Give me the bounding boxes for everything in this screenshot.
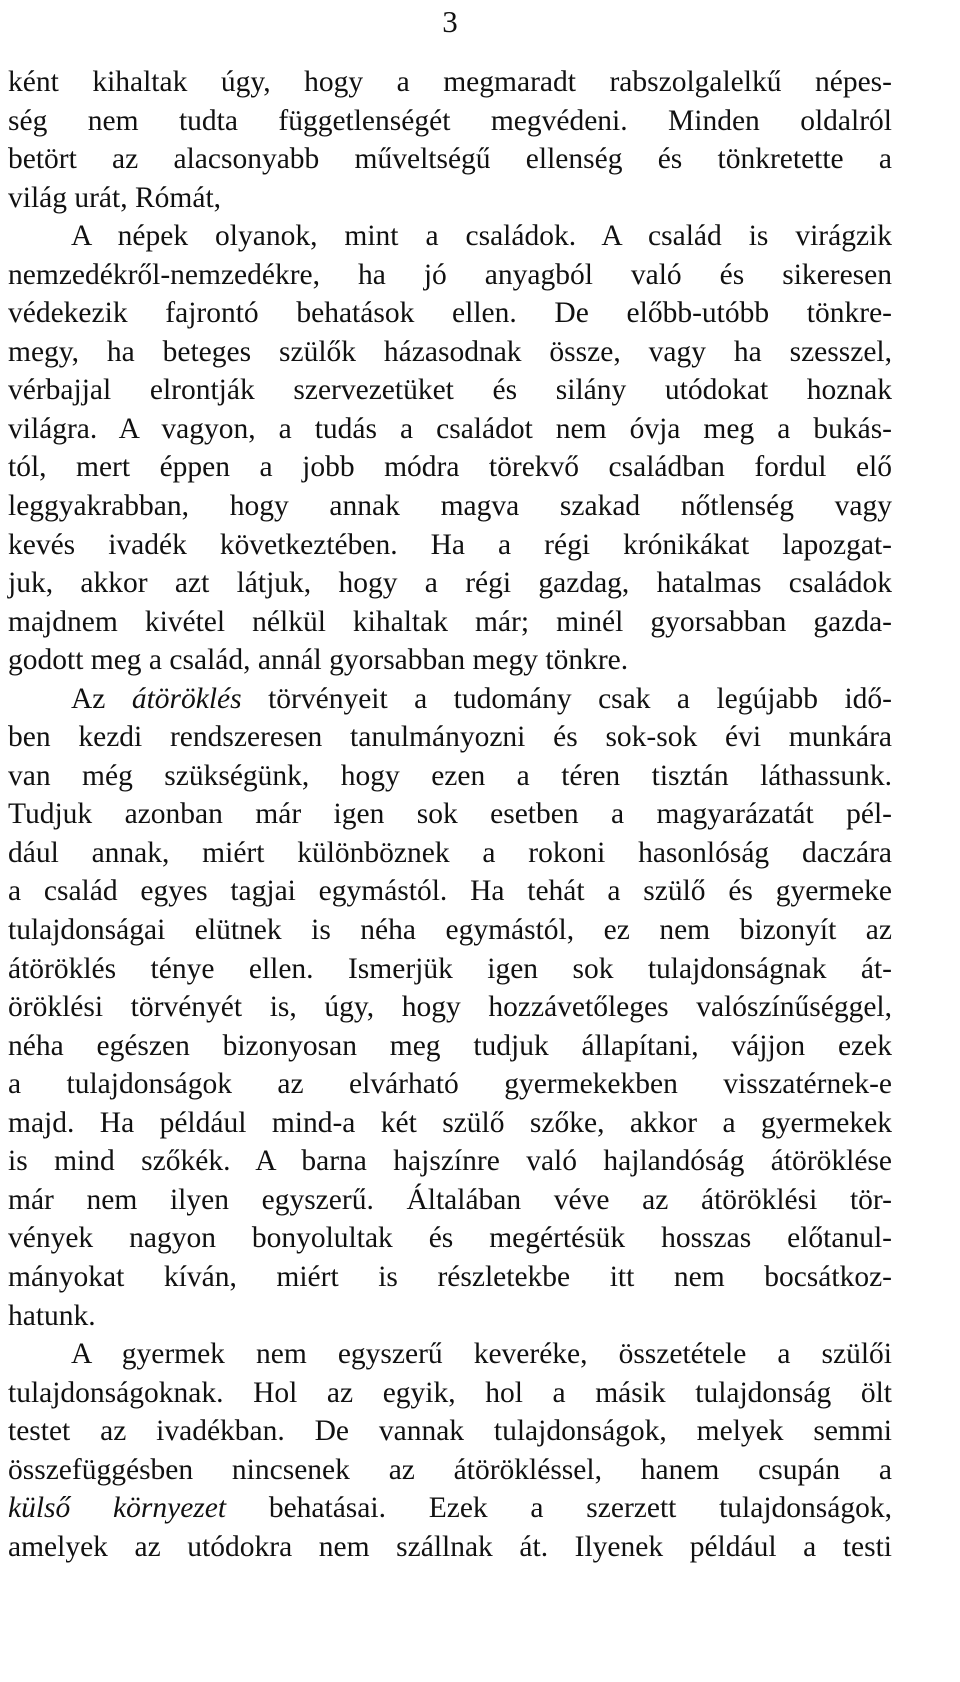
body-text	[8, 63, 892, 1566]
text-line: a tulajdonságok az elvárható gyermekekben visszatérnek-e	[8, 1068, 892, 1101]
text-line	[8, 680, 892, 719]
page-number: 3	[442, 4, 458, 39]
text-line: A népek olyanok, mint a családok. A család is virágzik	[71, 220, 892, 253]
text-line: leggyakrabban, hogy annak magva szakad nőtlenség vagy	[8, 490, 892, 523]
text-line	[8, 1489, 892, 1528]
emphasized-term: átöröklés	[131, 682, 242, 715]
text-segment: Az	[71, 682, 132, 715]
text-line: van még szükségünk, hogy ezen a téren tisztán láthassunk.	[8, 759, 892, 792]
text-line: hatunk.	[8, 1299, 96, 1332]
text-line: kevés ivadék következtében. Ha a régi krónikákat lapozgat-	[8, 528, 892, 561]
text-line: öröklési törvényét is, úgy, hogy hozzávetőleges valószínűséggel,	[8, 991, 892, 1024]
text-line: amelyek az utódokra nem szállnak át. Ilyenek például a testi	[8, 1530, 892, 1563]
text-line: összefüggésben nincsenek az átörökléssel, hanem csupán a	[8, 1453, 892, 1486]
emphasized-term: külső környezet	[8, 1492, 227, 1525]
text-line: majdnem kivétel nélkül kihaltak már; minél gyorsabban gazda-	[8, 605, 892, 638]
text-line: vérbajjal elrontják szervezetüket és silány utódokat hoznak	[8, 374, 892, 407]
text-line: világ urát, Rómát,	[8, 181, 222, 214]
text-line: világra. A vagyon, a tudás a családot nem óvja meg a bukás-	[8, 412, 892, 445]
text-line: néha egészen bizonyosan meg tudjuk állapítani, vájjon ezek	[8, 1029, 892, 1062]
text-line: mányokat kíván, miért is részletekbe itt nem bocsátkoz-	[8, 1260, 892, 1293]
text-line: átöröklés ténye ellen. Ismerjük igen sok tulajdonságnak át-	[8, 952, 892, 985]
text-line: Tudjuk azonban már igen sok esetben a magyarázatát pél-	[8, 798, 892, 831]
text-line: betört az alacsonyabb műveltségű ellenség és tönkretette a	[8, 143, 892, 176]
text-line: is mind szőkék. A barna hajszínre való hajlandóság átöröklése	[8, 1145, 892, 1178]
text-line: megy, ha beteges szülők házasodnak össze, vagy ha szesszel,	[8, 335, 892, 368]
text-line: a család egyes tagjai egymástól. Ha tehát a szülő és gyermeke	[8, 875, 892, 908]
text-line: testet az ivadékban. De vannak tulajdonságok, melyek semmi	[8, 1415, 892, 1448]
text-line: tulajdonságoknak. Hol az egyik, hol a másik tulajdonság ölt	[8, 1376, 892, 1409]
text-line: juk, akkor azt látjuk, hogy a régi gazdag, hatalmas családok	[8, 567, 892, 600]
text-line: már nem ilyen egyszerű. Általában véve az átöröklési tör-	[8, 1183, 892, 1216]
text-line: tól, mert éppen a jobb módra törekvő családban fordul elő	[8, 451, 892, 484]
text-line: ség nem tudta függetlenségét megvédeni. Minden oldalról	[8, 104, 892, 137]
text-line: dául annak, miért különböznek a rokoni hasonlóság daczára	[8, 836, 892, 869]
text-line: majd. Ha például mind-a két szülő szőke, akkor a gyermekek	[8, 1106, 892, 1139]
text-line: nemzedékről-nemzedékre, ha jó anyagból való és sikeresen	[8, 258, 892, 291]
text-line: ként kihaltak úgy, hogy a megmaradt rabszolgalelkű népes-	[8, 66, 892, 98]
text-line: godott meg a család, annál gyorsabban megy tönkre.	[8, 644, 629, 677]
text-line: ben kezdi rendszeresen tanulmányozni és sok-sok évi munkára	[8, 721, 892, 754]
text-line: vények nagyon bonyolultak és megértésük hosszas előtanul-	[8, 1222, 892, 1255]
text-line: A gyermek nem egyszerű keveréke, összetétele a szülői	[71, 1338, 892, 1371]
text-line: védekezik fajrontó behatások ellen. De előbb-utóbb tönkre-	[8, 297, 892, 330]
text-line: tulajdonságai elütnek is néha egymástól, ez nem bizonyít az	[8, 914, 892, 947]
text-segment: behatásai. Ezek a szerzett tulajdonságok,	[226, 1492, 892, 1525]
text-segment: törvényeit a tudomány csak a legújabb idő-	[241, 682, 892, 715]
